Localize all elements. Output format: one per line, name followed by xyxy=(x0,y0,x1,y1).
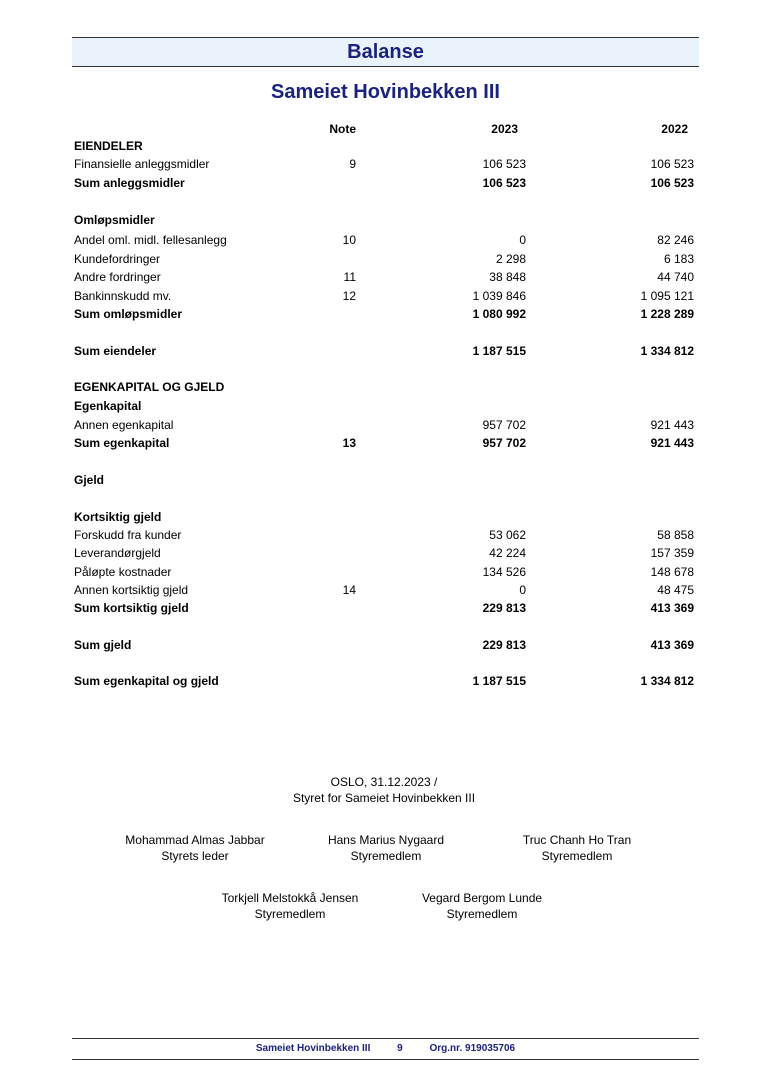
row-label: Andel oml. midl. fellesanlegg xyxy=(74,233,227,247)
table-row xyxy=(0,436,768,452)
row-note: 9 xyxy=(349,157,356,171)
value-2023: 229 813 xyxy=(482,601,526,615)
value-2023: 957 702 xyxy=(482,436,526,450)
signatory-role: Styremedlem xyxy=(254,907,326,921)
table-row xyxy=(0,213,768,229)
signature-block xyxy=(286,832,486,864)
table-row xyxy=(0,583,768,599)
table-row xyxy=(0,233,768,249)
table-row xyxy=(0,157,768,173)
table-row xyxy=(0,399,768,415)
table-row xyxy=(0,139,768,155)
signatory-role: Styremedlem xyxy=(350,849,422,863)
row-note: 10 xyxy=(342,233,356,247)
value-2023: 1 080 992 xyxy=(472,307,526,321)
value-2023: 1 187 515 xyxy=(472,674,526,688)
signatory-role: Styrets leder xyxy=(161,849,229,863)
row-label: Sum kortsiktig gjeld xyxy=(74,601,189,615)
value-2023: 0 xyxy=(519,233,526,247)
signatory-role: Styremedlem xyxy=(446,907,518,921)
table-row xyxy=(0,289,768,305)
place-date: OSLO, 31.12.2023 / xyxy=(330,775,438,789)
column-header-note: Note xyxy=(329,122,356,136)
row-note: 13 xyxy=(342,436,356,450)
row-label: Leverandørgjeld xyxy=(74,546,161,560)
table-row xyxy=(0,601,768,617)
table-row xyxy=(0,252,768,268)
column-header-2023: 2023 xyxy=(491,122,518,136)
org-name: Sameiet Hovinbekken III xyxy=(271,81,500,103)
value-2022: 82 246 xyxy=(657,233,694,247)
row-label: Omløpsmidler xyxy=(74,213,155,227)
table-row xyxy=(0,565,768,581)
value-2022: 413 369 xyxy=(650,601,694,615)
signature-block xyxy=(382,890,582,922)
signatory-name: Truc Chanh Ho Tran xyxy=(522,833,632,847)
row-label: Bankinnskudd mv. xyxy=(74,289,172,303)
row-note: 12 xyxy=(342,289,356,303)
value-2023: 42 224 xyxy=(489,546,526,560)
signature-block xyxy=(95,832,295,864)
board-line: Styret for Sameiet Hovinbekken III xyxy=(292,791,476,805)
row-label: Finansielle anleggsmidler xyxy=(74,157,210,171)
signatory-name: Torkjell Melstokkå Jensen xyxy=(221,891,359,905)
page-footer xyxy=(72,1038,699,1060)
row-label: EGENKAPITAL OG GJELD xyxy=(74,380,225,394)
value-2022: 921 443 xyxy=(650,418,694,432)
table-row xyxy=(0,674,768,690)
table-row xyxy=(0,380,768,396)
value-2022: 148 678 xyxy=(650,565,694,579)
page-number: 9 xyxy=(397,1043,403,1054)
signatory-name: Vegard Bergom Lunde xyxy=(421,891,543,905)
row-label: Påløpte kostnader xyxy=(74,565,172,579)
table-row xyxy=(0,546,768,562)
value-2023: 53 062 xyxy=(489,528,526,542)
signatory-name: Hans Marius Nygaard xyxy=(327,833,445,847)
value-2023: 957 702 xyxy=(482,418,526,432)
table-row xyxy=(0,418,768,434)
value-2022: 157 359 xyxy=(650,546,694,560)
row-label: Sum anleggsmidler xyxy=(74,176,185,190)
value-2023: 0 xyxy=(519,583,526,597)
value-2022: 106 523 xyxy=(650,176,694,190)
row-label: Egenkapital xyxy=(74,399,142,413)
value-2023: 1 187 515 xyxy=(472,344,526,358)
value-2023: 38 848 xyxy=(489,270,526,284)
table-row xyxy=(0,510,768,526)
value-2023: 106 523 xyxy=(482,157,526,171)
row-label: EIENDELER xyxy=(74,139,143,153)
footer-orgnr: Org.nr. 919035706 xyxy=(429,1043,516,1054)
row-label: Andre fordringer xyxy=(74,270,161,284)
footer-org: Sameiet Hovinbekken III xyxy=(255,1043,371,1054)
signature-block xyxy=(477,832,677,864)
row-label: Kortsiktig gjeld xyxy=(74,510,162,524)
signatory-role: Styremedlem xyxy=(541,849,613,863)
row-label: Sum egenkapital og gjeld xyxy=(74,674,219,688)
signature-block xyxy=(190,890,390,922)
title-bar xyxy=(72,37,699,67)
row-label: Sum eiendeler xyxy=(74,344,157,358)
table-row xyxy=(0,638,768,654)
row-label: Sum gjeld xyxy=(74,638,132,652)
row-label: Sum omløpsmidler xyxy=(74,307,183,321)
row-label: Sum egenkapital xyxy=(74,436,170,450)
table-row xyxy=(0,344,768,360)
signatory-name: Mohammad Almas Jabbar xyxy=(125,833,265,847)
row-note: 11 xyxy=(343,270,356,284)
value-2022: 921 443 xyxy=(650,436,694,450)
table-row xyxy=(0,473,768,489)
column-header-2022: 2022 xyxy=(661,122,688,136)
value-2022: 6 183 xyxy=(663,252,694,266)
row-label: Annen egenkapital xyxy=(74,418,174,432)
value-2022: 1 228 289 xyxy=(640,307,694,321)
row-label: Forskudd fra kunder xyxy=(74,528,182,542)
value-2023: 134 526 xyxy=(482,565,526,579)
value-2022: 48 475 xyxy=(657,583,694,597)
table-row xyxy=(0,176,768,192)
table-row xyxy=(0,528,768,544)
value-2022: 413 369 xyxy=(650,638,694,652)
value-2023: 106 523 xyxy=(482,176,526,190)
row-label: Annen kortsiktig gjeld xyxy=(74,583,189,597)
table-row xyxy=(0,270,768,286)
value-2023: 2 298 xyxy=(495,252,526,266)
row-label: Gjeld xyxy=(74,473,105,487)
row-label: Kundefordringer xyxy=(74,252,161,266)
value-2022: 106 523 xyxy=(650,157,694,171)
value-2022: 1 334 812 xyxy=(640,674,694,688)
value-2022: 58 858 xyxy=(657,528,694,542)
page-title: Balanse xyxy=(347,41,424,63)
value-2022: 1 334 812 xyxy=(640,344,694,358)
value-2022: 44 740 xyxy=(657,270,694,284)
table-row xyxy=(0,307,768,323)
value-2023: 1 039 846 xyxy=(472,289,526,303)
value-2023: 229 813 xyxy=(482,638,526,652)
value-2022: 1 095 121 xyxy=(640,289,694,303)
row-note: 14 xyxy=(342,583,356,597)
